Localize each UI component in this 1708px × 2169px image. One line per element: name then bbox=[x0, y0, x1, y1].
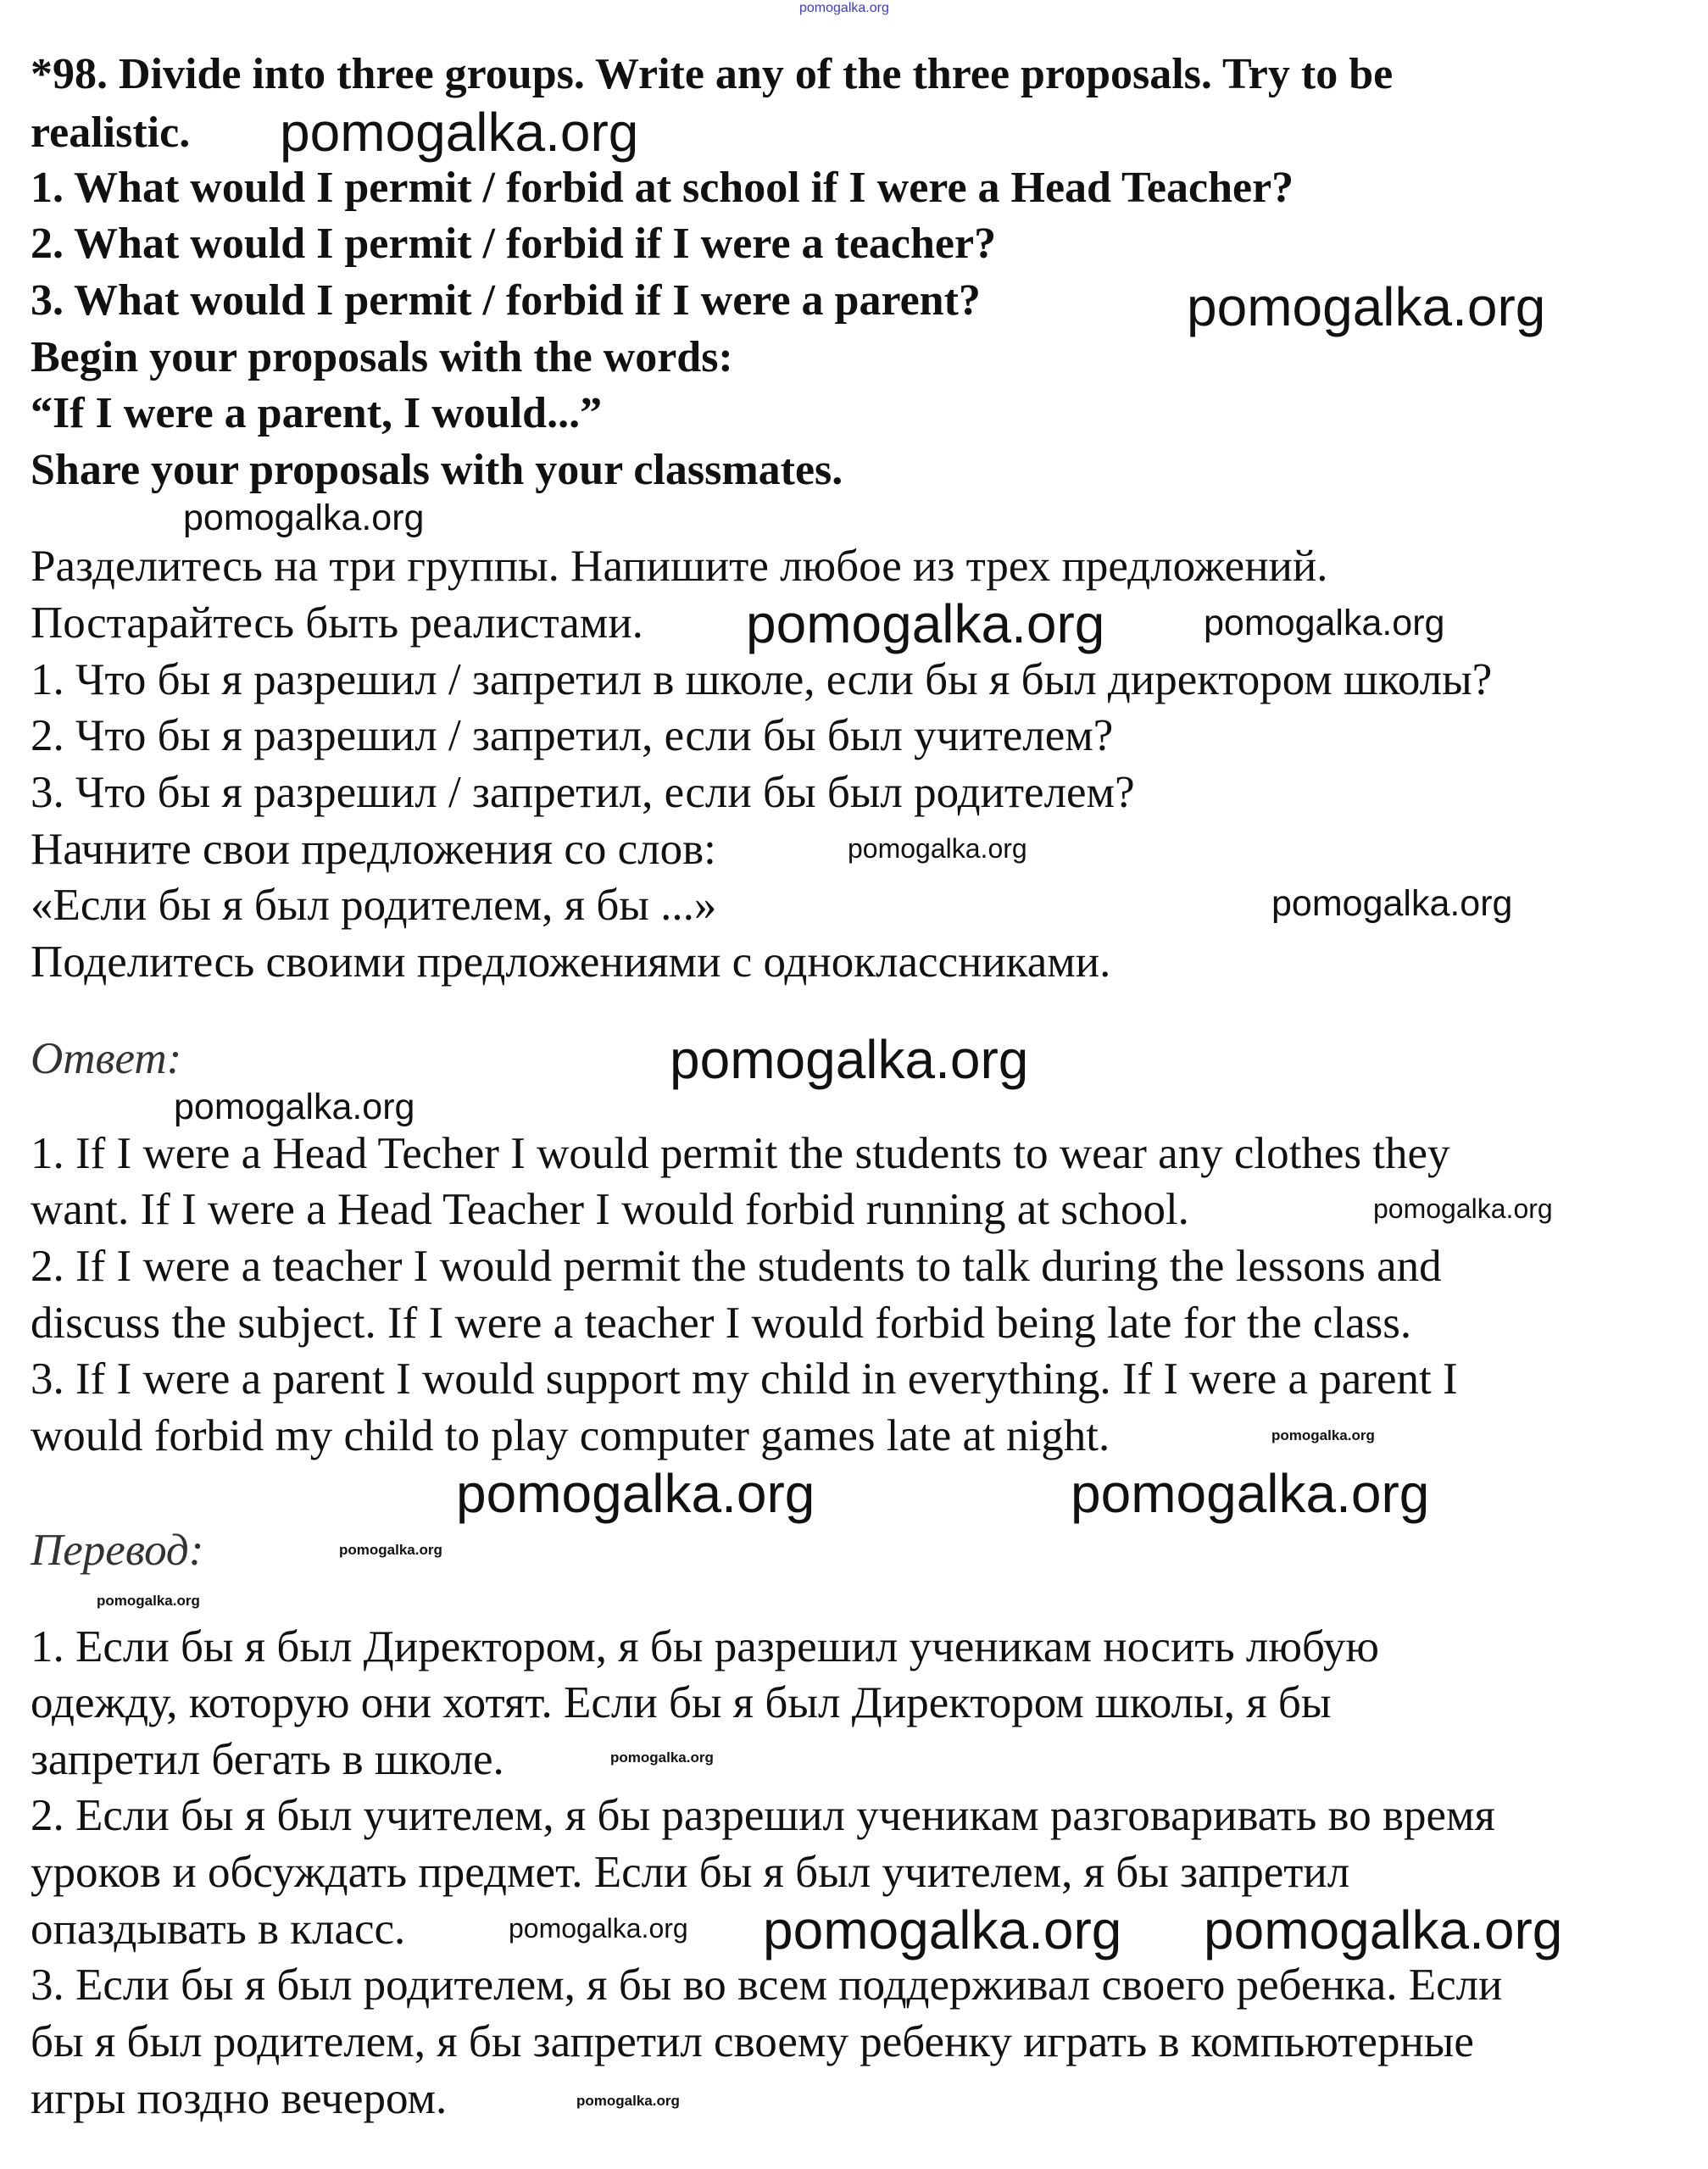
watermark: pomogalka.org bbox=[1187, 276, 1546, 337]
translation-line: одежду, которую они хотят. Если бы я был Директором школы, я бы bbox=[31, 1678, 1332, 1727]
answer-line: 2. If I were a teacher I would permit the students to talk during the lessons and bbox=[31, 1242, 1442, 1291]
task-line: 1. What would I permit / forbid at school if I were a Head Teacher? bbox=[31, 164, 1294, 212]
task-translation-line: 3. Что бы я разрешил / запретил, если бы был родителем? bbox=[31, 768, 1135, 817]
watermark: pomogalka.org bbox=[174, 1087, 415, 1127]
watermark: pomogalka.org bbox=[183, 498, 425, 538]
translation-line: опаздывать в класс. bbox=[31, 1905, 406, 1954]
watermark: pomogalka.org bbox=[97, 1593, 200, 1609]
answer-line: 1. If I were a Head Techer I would permit the students to wear any clothes they bbox=[31, 1129, 1450, 1178]
task-translation-line: Начните свои предложения со слов: bbox=[31, 825, 716, 874]
task-line: 3. What would I permit / forbid if I were a parent? bbox=[31, 276, 981, 325]
watermark: pomogalka.org bbox=[1204, 1899, 1563, 1960]
translation-heading: Перевод: bbox=[31, 1526, 204, 1575]
watermark: pomogalka.org bbox=[1271, 1427, 1375, 1443]
translation-line: игры поздно вечером. bbox=[31, 2074, 448, 2123]
watermark: pomogalka.org bbox=[576, 2093, 680, 2109]
task-translation-line: Постарайтесь быть реалистами. bbox=[31, 598, 643, 648]
watermark: pomogalka.org bbox=[1373, 1193, 1553, 1224]
watermark: pomogalka.org bbox=[848, 833, 1027, 864]
task-line: 2. What would I permit / forbid if I were a teacher? bbox=[31, 220, 997, 268]
task-line: *98. Divide into three groups. Write any of the three proposals. Try to be bbox=[31, 50, 1394, 98]
answer-line: would forbid my child to play computer games late at night. bbox=[31, 1411, 1110, 1460]
task-translation-line: Поделитесь своими предложениями с одноклассниками. bbox=[31, 937, 1111, 987]
watermark: pomogalka.org bbox=[509, 1913, 688, 1944]
watermark: pomogalka.org bbox=[280, 102, 639, 163]
task-line: realistic. bbox=[31, 108, 191, 157]
answer-heading: Ответ: bbox=[31, 1034, 182, 1083]
watermark: pomogalka.org bbox=[746, 593, 1105, 654]
watermark: pomogalka.org bbox=[1204, 603, 1445, 643]
watermark: pomogalka.org bbox=[763, 1899, 1122, 1960]
translation-line: бы я был родителем, я бы запретил своему ребенку играть в компьютерные bbox=[31, 2017, 1474, 2066]
answer-line: want. If I were a Head Teacher I would forbid running at school. bbox=[31, 1185, 1189, 1234]
watermark: pomogalka.org bbox=[799, 1, 889, 15]
translation-line: 1. Если бы я был Директором, я бы разрешил ученикам носить любую bbox=[31, 1622, 1379, 1671]
watermark: pomogalka.org bbox=[1071, 1463, 1430, 1524]
translation-line: 3. Если бы я был родителем, я бы во всем поддерживал своего ребенка. Если bbox=[31, 1960, 1503, 2010]
task-translation-line: «Если бы я был родителем, я бы ...» bbox=[31, 881, 717, 930]
watermark: pomogalka.org bbox=[670, 1029, 1029, 1090]
translation-line: 2. Если бы я был учителем, я бы разрешил ученикам разговаривать во время bbox=[31, 1791, 1495, 1840]
task-line: Begin your proposals with the words: bbox=[31, 333, 733, 381]
task-translation-line: Разделитесь на три группы. Напишите любое из трех предложений. bbox=[31, 542, 1328, 591]
translation-line: уроков и обсуждать предмет. Если бы я был учителем, я бы запретил bbox=[31, 1848, 1350, 1897]
watermark: pomogalka.org bbox=[456, 1463, 815, 1524]
answer-line: discuss the subject. If I were a teacher I would forbid being late for the class. bbox=[31, 1299, 1412, 1348]
watermark: pomogalka.org bbox=[610, 1749, 714, 1766]
watermark: pomogalka.org bbox=[339, 1542, 442, 1558]
translation-line: запретил бегать в школе. bbox=[31, 1735, 504, 1784]
task-translation-line: 2. Что бы я разрешил / запретил, если бы был учителем? bbox=[31, 711, 1114, 760]
answer-line: 3. If I were a parent I would support my child in everything. If I were a parent I bbox=[31, 1354, 1458, 1404]
task-line: Share your proposals with your classmates. bbox=[31, 446, 843, 494]
task-translation-line: 1. Что бы я разрешил / запретил в школе, если бы я был директором школы? bbox=[31, 655, 1493, 704]
task-line: “If I were a parent, I would...” bbox=[31, 389, 603, 437]
watermark: pomogalka.org bbox=[1271, 883, 1513, 924]
